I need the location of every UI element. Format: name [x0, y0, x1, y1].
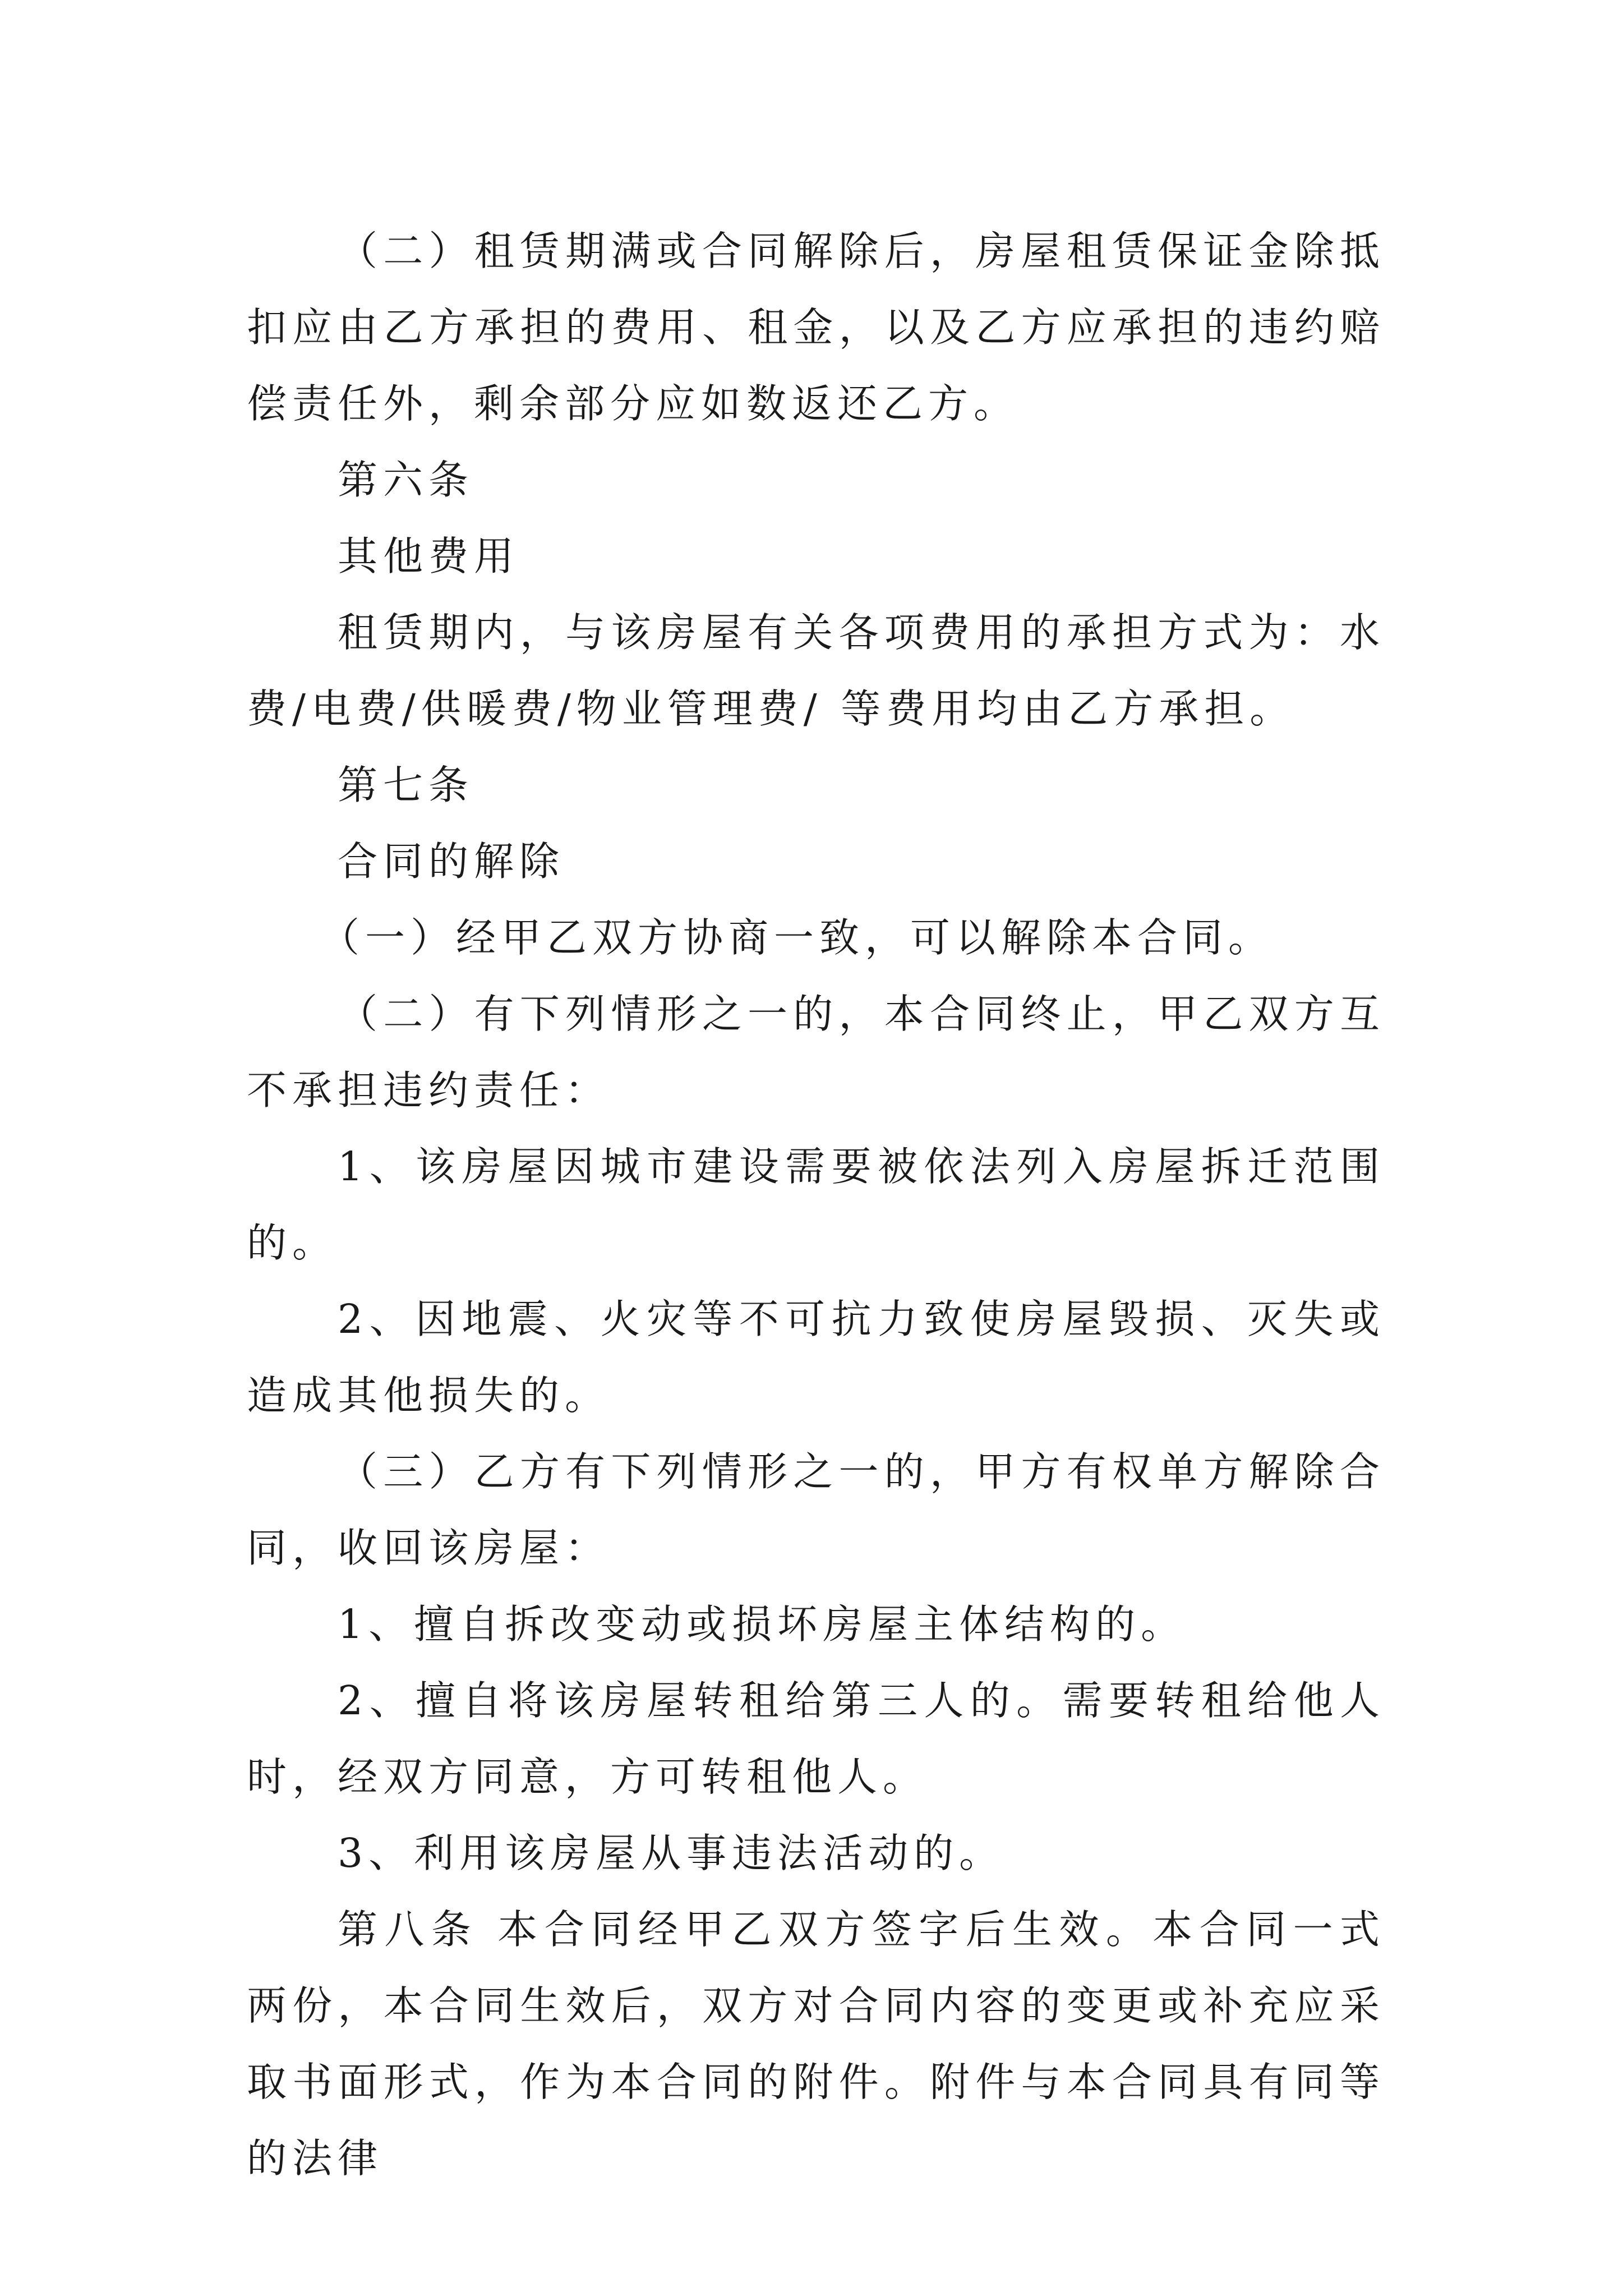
article-eight-paragraph: 第八条 本合同经甲乙双方签字后生效。本合同一式两份，本合同生效后，双方对合同内容的变更或补充应采取书面形式，作为本合同的附件。附件与本合同具有同等的法律	[247, 1906, 1385, 2182]
paragraph-unilateral-termination: （三）乙方有下列情形之一的，甲方有权单方解除合同，收回该房屋：	[247, 1448, 1385, 1571]
paragraph-deposit-refund: （二）租赁期满或合同解除后，房屋租赁保证金除抵扣应由乙方承担的费用、租金，以及乙方应承担的违约赔偿责任外，剩余部分应如数返还乙方。	[247, 228, 1385, 427]
paragraph-termination-conditions: （二）有下列情形之一的，本合同终止，甲乙双方互不承担违约责任：	[247, 991, 1385, 1114]
list-item-structure-damage: 1、擅自拆改变动或损坏房屋主体结构的。	[338, 1601, 1187, 1648]
article-six-heading: 第六条	[338, 457, 474, 503]
paragraph-other-fees: 租赁期内，与该房屋有关各项费用的承担方式为：水费/电费/供暖费/物业管理费/ 等费用均由乙方承担。	[247, 609, 1385, 732]
document-body	[247, 213, 1385, 2197]
article-seven-heading: 第七条	[338, 762, 474, 808]
list-item-illegal-activity: 3、利用该房屋从事违法活动的。	[338, 1830, 1005, 1876]
article-six-title: 其他费用	[338, 533, 520, 579]
paragraph-termination-mutual: （一）经甲乙双方协商一致，可以解除本合同。	[320, 914, 1274, 961]
article-seven-title: 合同的解除	[338, 838, 565, 885]
list-item-force-majeure: 2、因地震、火灾等不可抗力致使房屋毁损、灭失或造成其他损失的。	[247, 1296, 1385, 1419]
list-item-sublease: 2、擅自将该房屋转租给第三人的。需要转租给他人时，经双方同意，方可转租他人。	[247, 1677, 1385, 1800]
list-item-demolition: 1、该房屋因城市建设需要被依法列入房屋拆迁范围的。	[247, 1143, 1385, 1266]
